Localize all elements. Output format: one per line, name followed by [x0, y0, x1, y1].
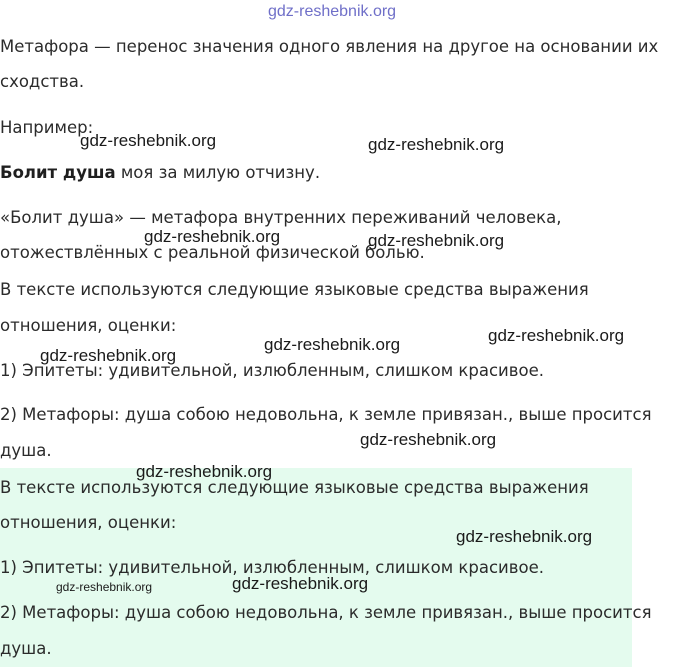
watermark: gdz-reshebnik.org [40, 346, 177, 365]
watermark: gdz-reshebnik.org [264, 335, 401, 354]
example-bold-phrase: Болит душа [0, 163, 116, 182]
watermark: gdz-reshebnik.org [232, 574, 369, 593]
means-intro-line-2: отношения, оценки: [0, 316, 177, 335]
watermark: gdz-reshebnik.org [456, 527, 593, 546]
highlight-intro-line-2: отношения, оценки: [0, 513, 177, 532]
highlight-epithets-line: 1) Эпитеты: удивительной, излюбленным, слишком красивое. [0, 558, 544, 577]
watermark: gdz-reshebnik.org [80, 131, 217, 150]
watermark: gdz-reshebnik.org [144, 227, 281, 246]
example-label: Например: [0, 118, 94, 137]
watermark-small: gdz-reshebnik.org [56, 580, 153, 594]
watermark: gdz-reshebnik.org [368, 231, 505, 250]
watermark: gdz-reshebnik.org [360, 430, 497, 449]
epithets-line: 1) Эпитеты: удивительной, излюбленным, слишком красивое. [0, 361, 544, 380]
example-rest: моя за милую отчизну. [115, 163, 321, 182]
definition-line-1: Метафора — перенос значения одного явления на другое на основании их [0, 37, 659, 56]
watermark: gdz-reshebnik.org [488, 326, 625, 345]
highlight-metaphors-line-1: 2) Метафоры: душа собою недовольна, к земле привязан., выше просится [0, 603, 652, 622]
explanation-line-2: отожествлённых с реальной физической болью. [0, 243, 425, 262]
definition-line-2: сходства. [0, 72, 85, 91]
watermark-top: gdz-reshebnik.org [268, 3, 397, 20]
watermark: gdz-reshebnik.org [136, 462, 273, 481]
metaphors-line-1: 2) Метафоры: душа собою недовольна, к земле привязан., выше просится [0, 405, 652, 424]
highlight-metaphors-line-2: душа. [0, 639, 52, 658]
example-sentence [0, 163, 320, 183]
explanation-line-1: «Болит душа» — метафора внутренних переживаний человека, [0, 208, 562, 227]
watermark: gdz-reshebnik.org [368, 135, 505, 154]
metaphors-line-2: душа. [0, 441, 52, 460]
means-intro-line-1: В тексте используются следующие языковые средства выражения [0, 280, 589, 299]
highlight-intro-line-1: В тексте используются следующие языковые средства выражения [0, 478, 589, 497]
